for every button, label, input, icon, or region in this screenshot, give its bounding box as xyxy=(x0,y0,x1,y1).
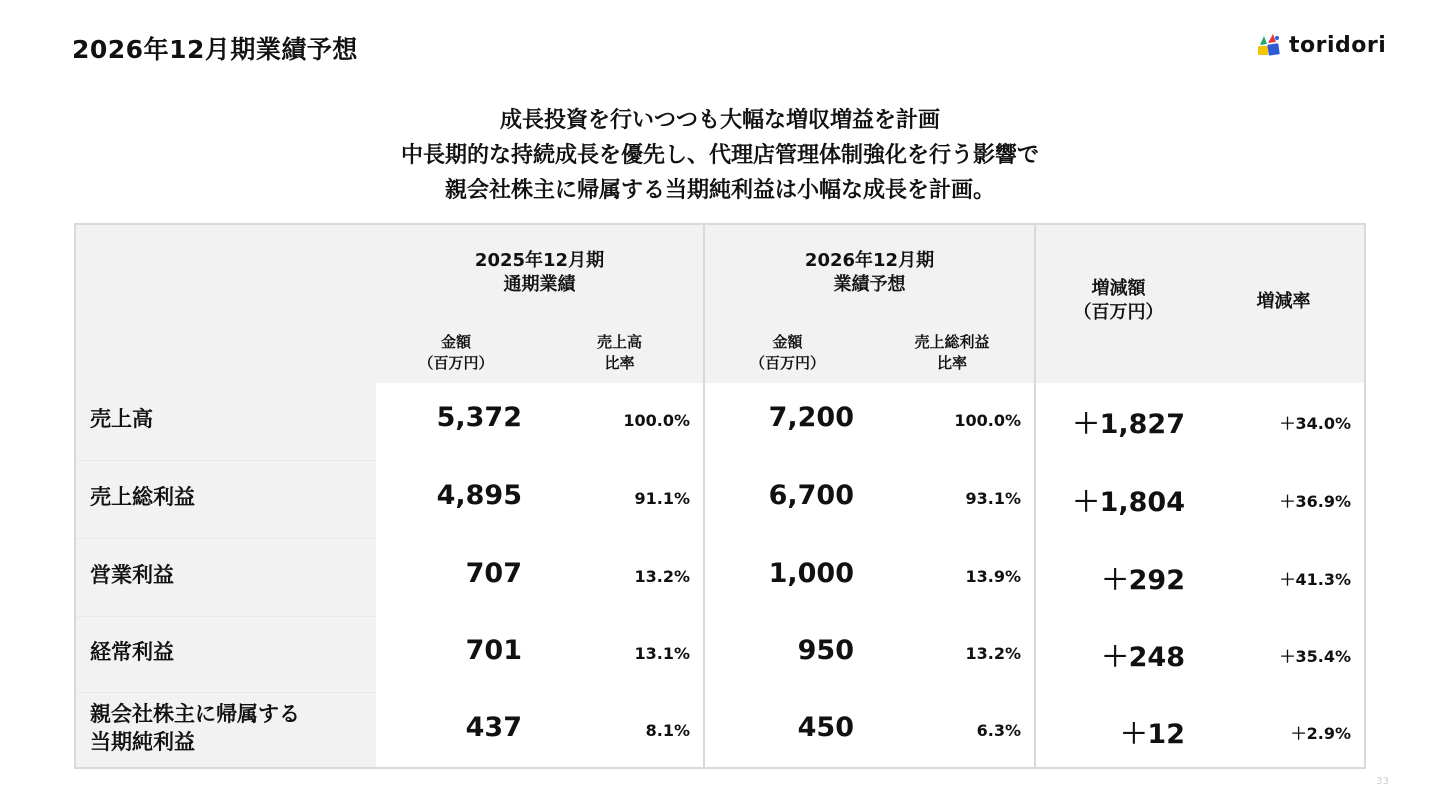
row-label-operating-profit: 営業利益 xyxy=(90,563,174,587)
ratio-2025-net-income: 8.1% xyxy=(645,721,690,740)
amount-2026-net-income: 450 xyxy=(797,712,854,743)
page-title: 2026年12月期業績予想 xyxy=(72,35,358,64)
amount-2025-net-sales: 5,372 xyxy=(436,402,522,433)
row-label-gross-profit: 売上総利益 xyxy=(90,485,195,509)
ratio-2026-operating-profit: 13.9% xyxy=(965,567,1021,586)
ratio-2025-operating-profit: 13.2% xyxy=(634,567,690,586)
change-rate-ordinary-profit: ＋35.4% xyxy=(1279,647,1351,666)
row-divider xyxy=(76,616,376,617)
change-rate-net-income: ＋2.9% xyxy=(1290,724,1351,743)
subheader-sales-ratio-2025: 売上高 比率 xyxy=(596,333,642,372)
change-amount-ordinary-profit: ＋248 xyxy=(1101,642,1185,673)
change-amount-net-sales: ＋1,827 xyxy=(1072,409,1185,440)
header-change-rate: 増減率 xyxy=(1256,291,1311,312)
forecast-table xyxy=(74,223,1366,769)
column-divider xyxy=(703,225,705,767)
change-amount-operating-profit: ＋292 xyxy=(1101,565,1185,596)
header-2026-forecast: 2026年12月期 業績予想 xyxy=(804,250,935,295)
logo xyxy=(1256,32,1386,58)
amount-2025-gross-profit: 4,895 xyxy=(436,480,522,511)
ratio-2025-net-sales: 100.0% xyxy=(623,411,690,430)
ratio-2026-ordinary-profit: 13.2% xyxy=(965,644,1021,663)
amount-2026-gross-profit: 6,700 xyxy=(768,480,854,511)
ratio-2025-gross-profit: 91.1% xyxy=(634,489,690,508)
row-label-ordinary-profit: 経常利益 xyxy=(90,640,174,664)
subheader-amount-2025: 金額 （百万円） xyxy=(418,333,494,372)
row-divider xyxy=(76,692,376,693)
ratio-2026-net-sales: 100.0% xyxy=(954,411,1021,430)
change-amount-net-income: ＋12 xyxy=(1120,719,1185,750)
amount-2025-operating-profit: 707 xyxy=(465,558,522,589)
amount-2025-ordinary-profit: 701 xyxy=(465,635,522,666)
subheader-gross-ratio-2026: 売上総利益 比率 xyxy=(914,333,990,372)
header-2025-full-year: 2025年12月期 通期業績 xyxy=(474,250,605,295)
ratio-2026-gross-profit: 93.1% xyxy=(965,489,1021,508)
amount-2026-net-sales: 7,200 xyxy=(768,402,854,433)
ratio-2025-ordinary-profit: 13.1% xyxy=(634,644,690,663)
subheader-amount-2026: 金額 （百万円） xyxy=(749,333,825,372)
row-divider xyxy=(76,460,376,461)
lead-line-1: 成長投資を行いつつも大幅な増収増益を計画 xyxy=(499,108,940,133)
lead-line-3: 親会社株主に帰属する当期純利益は小幅な成長を計画。 xyxy=(444,178,995,203)
header-change-amount: 増減額 （百万円） xyxy=(1073,278,1164,323)
row-label-net-income: 親会社株主に帰属する 当期純利益 xyxy=(90,702,300,754)
page-number: 33 xyxy=(1376,776,1389,787)
amount-2026-ordinary-profit: 950 xyxy=(797,635,854,666)
change-amount-gross-profit: ＋1,804 xyxy=(1072,487,1185,518)
lead-line-2: 中長期的な持続成長を優先し、代理店管理体制強化を行う影響で xyxy=(400,143,1039,168)
change-rate-net-sales: ＋34.0% xyxy=(1279,414,1351,433)
toridori-logo-icon xyxy=(1256,32,1282,58)
row-divider xyxy=(76,538,376,539)
lead-text xyxy=(0,103,1440,208)
ratio-2026-net-income: 6.3% xyxy=(976,721,1021,740)
amount-2026-operating-profit: 1,000 xyxy=(768,558,854,589)
row-label-net-sales: 売上高 xyxy=(90,407,153,431)
amount-2025-net-income: 437 xyxy=(465,712,522,743)
logo-text: toridori xyxy=(1289,32,1387,58)
change-rate-gross-profit: ＋36.9% xyxy=(1279,492,1351,511)
change-rate-operating-profit: ＋41.3% xyxy=(1279,570,1351,589)
